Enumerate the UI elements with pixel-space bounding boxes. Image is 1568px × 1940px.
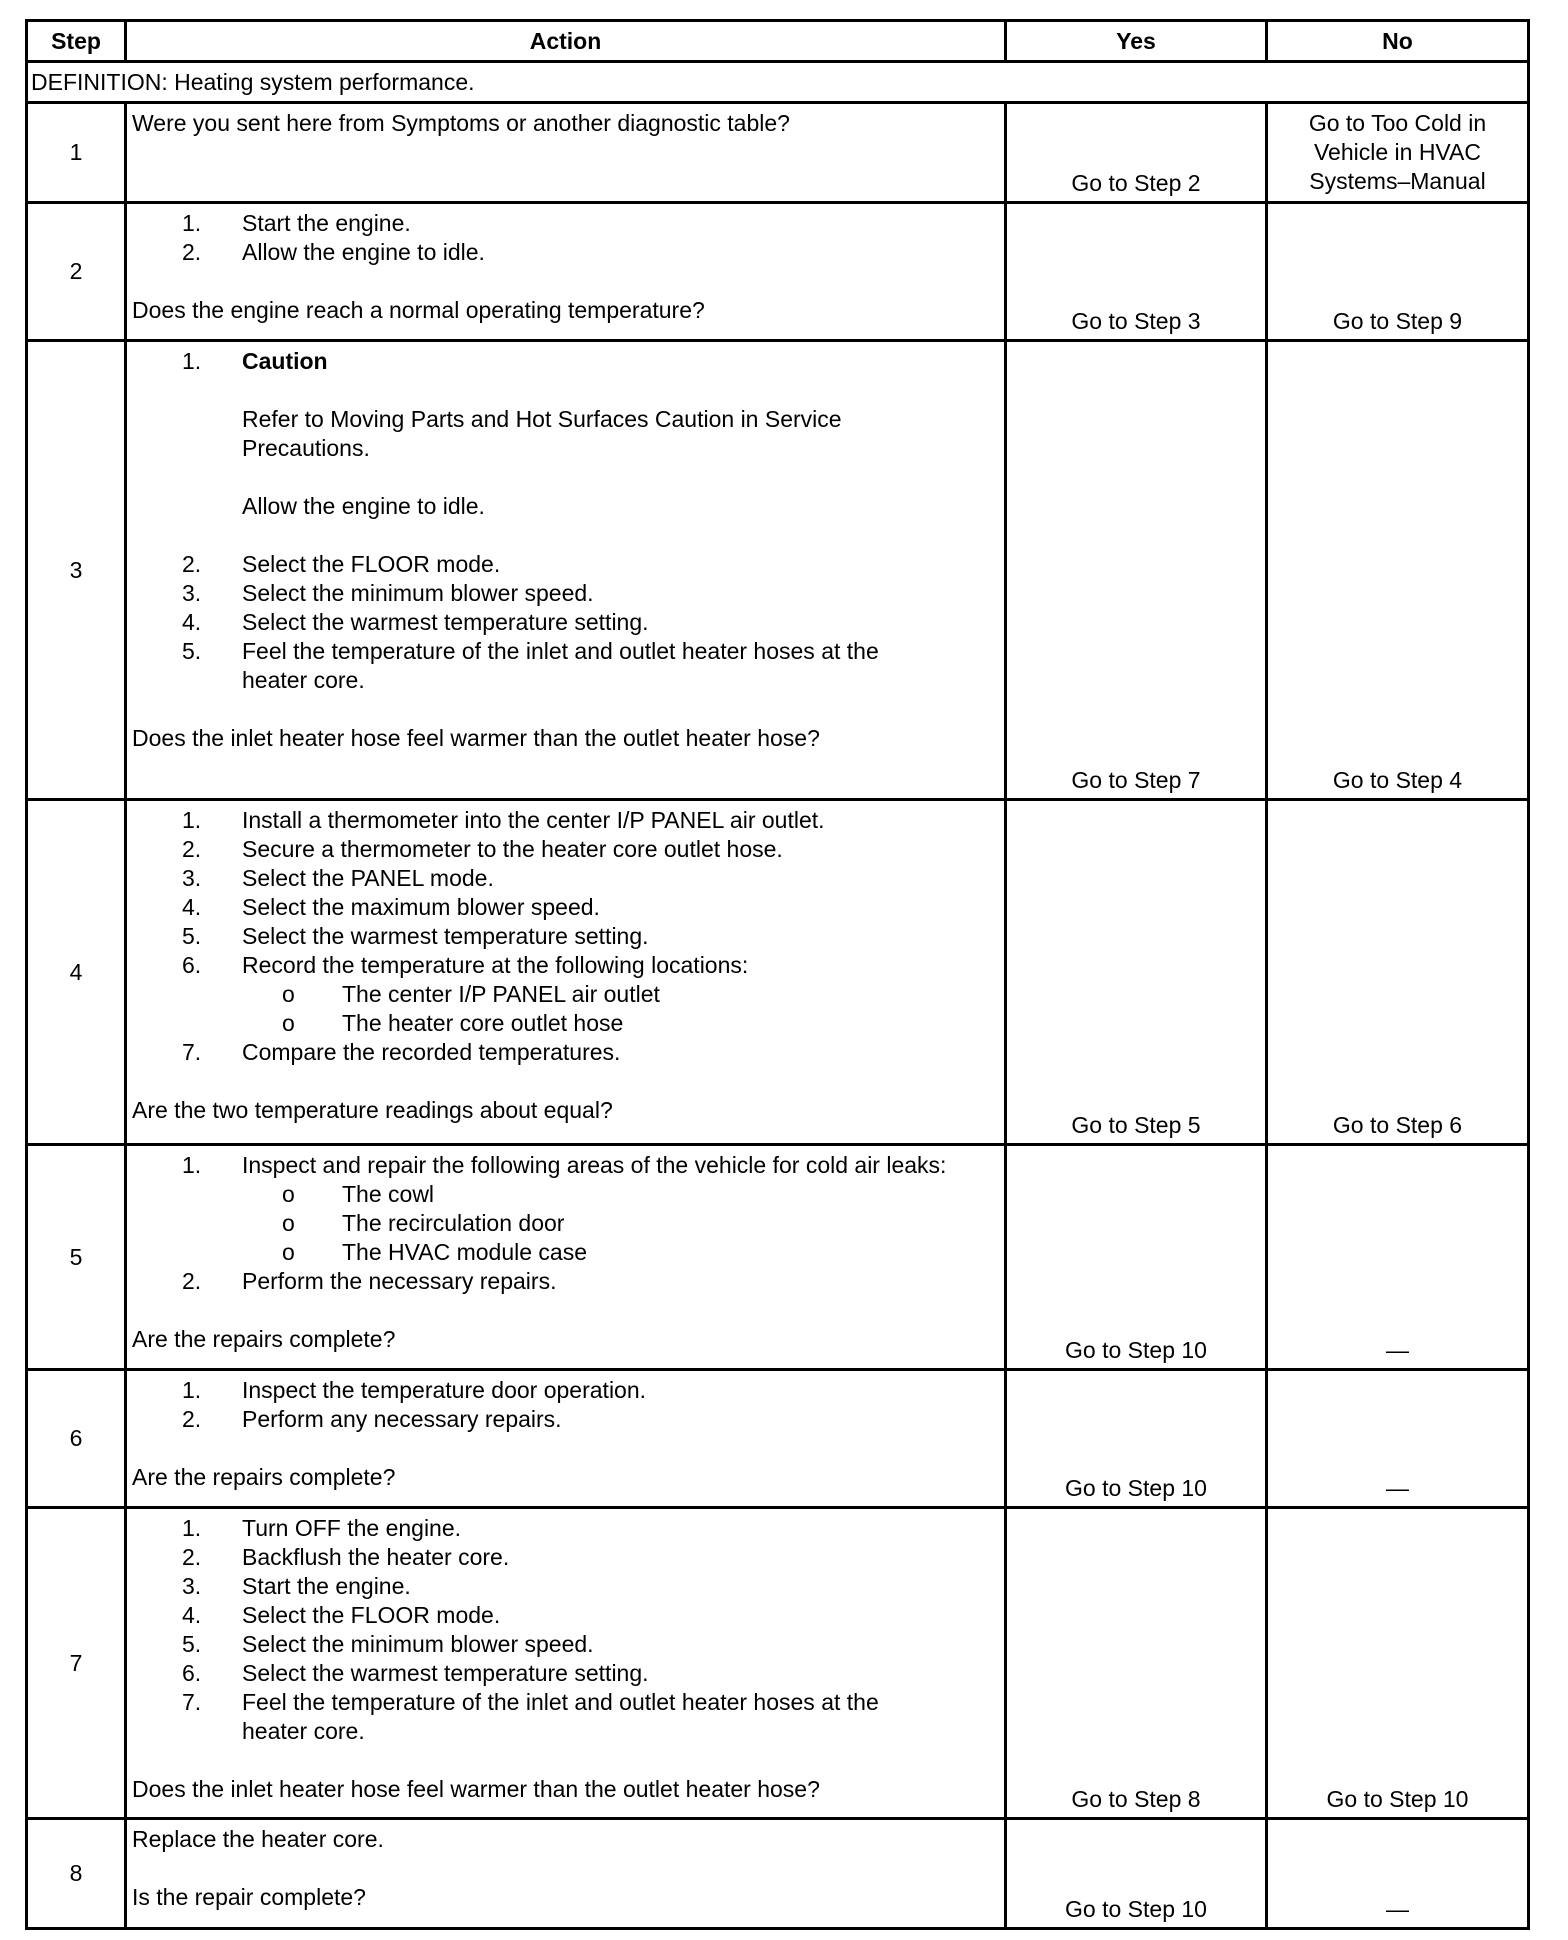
item-number: 2. bbox=[182, 836, 202, 862]
list-item bbox=[132, 1630, 998, 1659]
sub-item-text: The cowl bbox=[342, 1181, 435, 1207]
list-item bbox=[132, 951, 998, 980]
step-number: 2 bbox=[27, 203, 126, 341]
sub-item bbox=[132, 1009, 998, 1038]
list-item bbox=[132, 376, 998, 550]
item-number: 7. bbox=[182, 1039, 202, 1065]
bullet-icon: o bbox=[282, 1239, 295, 1265]
step-number: 5 bbox=[27, 1145, 126, 1370]
item-number: 2. bbox=[182, 1406, 202, 1432]
action-list bbox=[132, 1151, 998, 1296]
item-number: 3. bbox=[182, 865, 202, 891]
action-list bbox=[132, 209, 998, 267]
item-text: Install a thermometer into the center I/P PANEL air outlet. bbox=[242, 807, 825, 833]
yes-cell: Go to Step 10 bbox=[1006, 1819, 1267, 1929]
list-item bbox=[132, 238, 998, 267]
action-question: Does the inlet heater hose feel warmer than the outlet heater hose? bbox=[132, 725, 820, 751]
sub-item bbox=[132, 1238, 998, 1267]
item-text bbox=[242, 1688, 998, 1746]
item-number: 4. bbox=[182, 609, 202, 635]
sub-item bbox=[132, 980, 998, 1009]
item-number: 5. bbox=[182, 638, 202, 664]
list-item bbox=[132, 1601, 998, 1630]
action-cell bbox=[126, 1819, 1006, 1929]
list-item bbox=[132, 893, 998, 922]
table-row bbox=[27, 103, 1529, 203]
item-text: Start the engine. bbox=[242, 1573, 411, 1599]
no-cell: Go to Step 9 bbox=[1267, 203, 1529, 341]
action-question: Were you sent here from Symptoms or another diagnostic table? bbox=[132, 110, 790, 136]
action-list bbox=[132, 1514, 998, 1746]
action-cell bbox=[126, 203, 1006, 341]
no-cell: Go to Step 10 bbox=[1267, 1508, 1529, 1819]
item-text: Select the warmest temperature setting. bbox=[242, 609, 649, 635]
caution-text: Allow the engine to idle. bbox=[242, 493, 485, 519]
sub-item bbox=[132, 1180, 998, 1209]
diagnostic-table bbox=[25, 19, 1530, 1930]
action-question: Are the two temperature readings about equal? bbox=[132, 1097, 613, 1123]
definition-text: DEFINITION: Heating system performance. bbox=[27, 62, 1529, 103]
item-text bbox=[242, 376, 998, 550]
caution-text: Precautions. bbox=[242, 435, 370, 461]
action-question: Does the inlet heater hose feel warmer than the outlet heater hose? bbox=[132, 1776, 820, 1802]
item-number: 2. bbox=[182, 1268, 202, 1294]
action-question: Does the engine reach a normal operating temperature? bbox=[132, 297, 705, 323]
yes-cell: Go to Step 10 bbox=[1006, 1370, 1267, 1508]
step-number: 6 bbox=[27, 1370, 126, 1508]
item-number: 5. bbox=[182, 1631, 202, 1657]
item-number: 3. bbox=[182, 1573, 202, 1599]
item-text: Record the temperature at the following locations: bbox=[242, 952, 749, 978]
item-number: 5. bbox=[182, 923, 202, 949]
item-text: Inspect and repair the following areas of the vehicle for cold air leaks: bbox=[242, 1152, 947, 1178]
yes-cell: Go to Step 8 bbox=[1006, 1508, 1267, 1819]
item-number: 7. bbox=[182, 1689, 202, 1715]
yes-cell: Go to Step 7 bbox=[1006, 341, 1267, 800]
list-item bbox=[132, 1543, 998, 1572]
no-cell: — bbox=[1267, 1819, 1529, 1929]
action-text: Replace the heater core. bbox=[132, 1826, 384, 1852]
yes-cell: Go to Step 10 bbox=[1006, 1145, 1267, 1370]
table-row bbox=[27, 341, 1529, 800]
header-action: Action bbox=[126, 21, 1006, 62]
action-cell bbox=[126, 103, 1006, 203]
action-cell bbox=[126, 1370, 1006, 1508]
list-item bbox=[132, 1514, 998, 1543]
action-list bbox=[132, 347, 998, 695]
item-text: Select the FLOOR mode. bbox=[242, 551, 501, 577]
item-text: Select the maximum blower speed. bbox=[242, 894, 600, 920]
list-item bbox=[132, 1405, 998, 1434]
list-item bbox=[132, 550, 998, 579]
no-cell bbox=[1267, 103, 1529, 203]
sub-item-text: The heater core outlet hose bbox=[342, 1010, 624, 1036]
item-number: 6. bbox=[182, 952, 202, 978]
list-item bbox=[132, 864, 998, 893]
item-text: Select the PANEL mode. bbox=[242, 865, 494, 891]
table-row bbox=[27, 1508, 1529, 1819]
step-number: 1 bbox=[27, 103, 126, 203]
item-text-line: Feel the temperature of the inlet and outlet heater hoses at the bbox=[242, 638, 879, 664]
item-text: Backflush the heater core. bbox=[242, 1544, 510, 1570]
item-number: 2. bbox=[182, 239, 202, 265]
action-cell bbox=[126, 1145, 1006, 1370]
no-cell: Go to Step 4 bbox=[1267, 341, 1529, 800]
item-text: Turn OFF the engine. bbox=[242, 1515, 462, 1541]
action-list bbox=[132, 1376, 998, 1434]
item-text: Inspect the temperature door operation. bbox=[242, 1377, 647, 1403]
list-item bbox=[132, 1376, 998, 1405]
item-number: 4. bbox=[182, 894, 202, 920]
item-number: 1. bbox=[182, 1515, 202, 1541]
item-text: Perform the necessary repairs. bbox=[242, 1268, 557, 1294]
list-item bbox=[132, 637, 998, 695]
item-number: 4. bbox=[182, 1602, 202, 1628]
sub-item-text: The HVAC module case bbox=[342, 1239, 588, 1265]
list-item bbox=[132, 608, 998, 637]
item-number: 2. bbox=[182, 1544, 202, 1570]
sub-item-text: The center I/P PANEL air outlet bbox=[342, 981, 660, 1007]
action-question: Are the repairs complete? bbox=[132, 1326, 396, 1352]
action-cell bbox=[126, 800, 1006, 1145]
list-item bbox=[132, 1038, 998, 1067]
step-number: 7 bbox=[27, 1508, 126, 1819]
item-text: Allow the engine to idle. bbox=[242, 239, 485, 265]
table-row bbox=[27, 1819, 1529, 1929]
item-number: 1. bbox=[182, 1152, 202, 1178]
table-row bbox=[27, 1145, 1529, 1370]
list-item bbox=[132, 922, 998, 951]
header-step: Step bbox=[27, 21, 126, 62]
item-text: Secure a thermometer to the heater core outlet hose. bbox=[242, 836, 783, 862]
header-row bbox=[27, 21, 1529, 62]
action-cell bbox=[126, 341, 1006, 800]
no-line: Vehicle in HVAC bbox=[1313, 139, 1482, 165]
yes-cell: Go to Step 5 bbox=[1006, 800, 1267, 1145]
no-cell: — bbox=[1267, 1145, 1529, 1370]
item-text bbox=[242, 637, 998, 695]
sub-item bbox=[132, 1209, 998, 1238]
step-number: 8 bbox=[27, 1819, 126, 1929]
item-text: Select the FLOOR mode. bbox=[242, 1602, 501, 1628]
caution-title: Caution bbox=[242, 348, 328, 374]
list-item bbox=[132, 1572, 998, 1601]
sub-item-text: The recirculation door bbox=[342, 1210, 565, 1236]
item-text: Start the engine. bbox=[242, 210, 411, 236]
no-line: Go to Too Cold in bbox=[1308, 110, 1487, 136]
item-text-line: heater core. bbox=[242, 667, 365, 693]
item-text: Select the warmest temperature setting. bbox=[242, 1660, 649, 1686]
item-number: 2. bbox=[182, 551, 202, 577]
list-item bbox=[132, 579, 998, 608]
caution-text: Refer to Moving Parts and Hot Surfaces Caution in Service bbox=[242, 406, 842, 432]
bullet-icon: o bbox=[282, 1181, 295, 1207]
list-item bbox=[132, 1659, 998, 1688]
bullet-icon: o bbox=[282, 1010, 295, 1036]
item-number: 1. bbox=[182, 348, 202, 374]
item-number: 1. bbox=[182, 1377, 202, 1403]
list-item bbox=[132, 1151, 998, 1180]
item-text-line: Feel the temperature of the inlet and outlet heater hoses at the bbox=[242, 1689, 879, 1715]
no-cell: — bbox=[1267, 1370, 1529, 1508]
item-text: Select the minimum blower speed. bbox=[242, 580, 594, 606]
list-item bbox=[132, 1267, 998, 1296]
action-question: Is the repair complete? bbox=[132, 1884, 366, 1910]
step-number: 3 bbox=[27, 341, 126, 800]
table-row bbox=[27, 800, 1529, 1145]
step-number: 4 bbox=[27, 800, 126, 1145]
item-number: 1. bbox=[182, 807, 202, 833]
item-text: Perform any necessary repairs. bbox=[242, 1406, 562, 1432]
no-line: Systems–Manual bbox=[1309, 168, 1486, 194]
item-text: Select the warmest temperature setting. bbox=[242, 923, 649, 949]
list-item bbox=[132, 209, 998, 238]
list-item bbox=[132, 1688, 998, 1746]
action-question: Are the repairs complete? bbox=[132, 1464, 396, 1490]
bullet-icon: o bbox=[282, 1210, 295, 1236]
item-number: 6. bbox=[182, 1660, 202, 1686]
table-row bbox=[27, 203, 1529, 341]
bullet-icon: o bbox=[282, 981, 295, 1007]
item-text: Select the minimum blower speed. bbox=[242, 1631, 594, 1657]
table-row bbox=[27, 1370, 1529, 1508]
header-no: No bbox=[1267, 21, 1529, 62]
list-item bbox=[132, 835, 998, 864]
action-list bbox=[132, 806, 998, 1067]
item-text-line: heater core. bbox=[242, 1718, 365, 1744]
list-item bbox=[132, 806, 998, 835]
item-number: 3. bbox=[182, 580, 202, 606]
item-text: Compare the recorded temperatures. bbox=[242, 1039, 621, 1065]
item-number: 1. bbox=[182, 210, 202, 236]
header-yes: Yes bbox=[1006, 21, 1267, 62]
no-cell: Go to Step 6 bbox=[1267, 800, 1529, 1145]
yes-cell: Go to Step 3 bbox=[1006, 203, 1267, 341]
definition-row bbox=[27, 62, 1529, 103]
action-cell bbox=[126, 1508, 1006, 1819]
list-item bbox=[132, 347, 998, 376]
yes-cell: Go to Step 2 bbox=[1006, 103, 1267, 203]
